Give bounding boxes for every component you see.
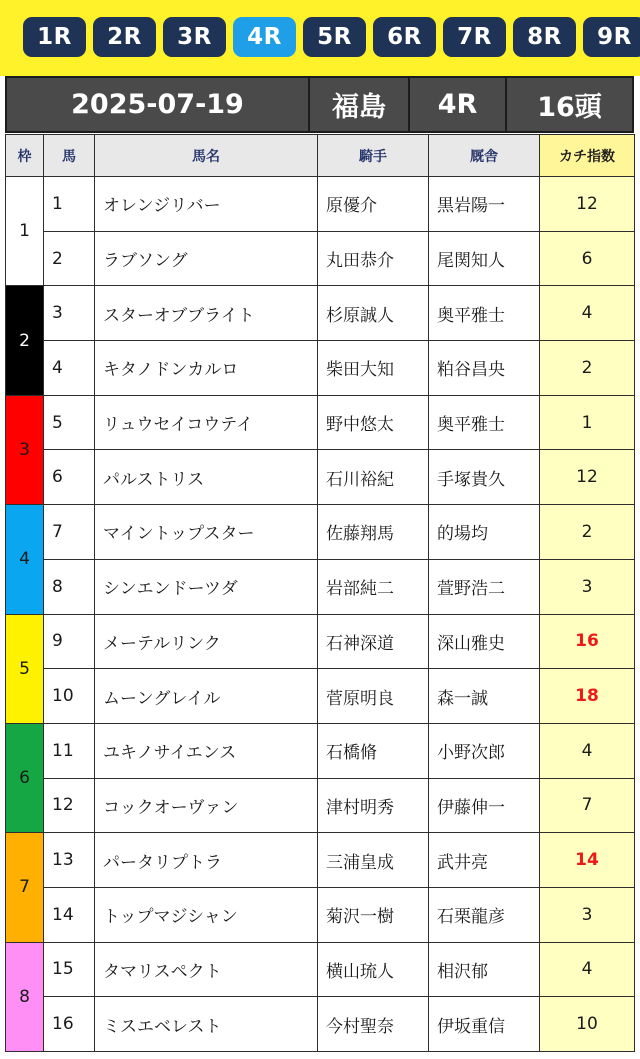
trainer-cell: 伊坂重信 [429,997,540,1052]
jockey-cell: 杉原誠人 [318,286,429,341]
horse-number-cell: 11 [44,723,95,778]
race-tab-6[interactable]: 6R [373,17,436,57]
horse-number-cell: 10 [44,669,95,724]
trainer-cell: 手塚貴久 [429,450,540,505]
horse-number-cell: 14 [44,887,95,942]
jockey-cell: 菊沢一樹 [318,887,429,942]
kachi-index-cell: 18 [540,669,635,724]
trainer-cell: 尾関知人 [429,231,540,286]
kachi-index-cell: 2 [540,505,635,560]
jockey-cell: 三浦皇成 [318,833,429,888]
horse-name-cell: オレンジリバー [95,177,318,232]
col-index-header: カチ指数 [540,135,635,177]
table-row[interactable] [6,286,635,341]
horse-number-cell: 3 [44,286,95,341]
horse-name-cell: ミスエベレスト [95,997,318,1052]
frame-cell: 2 [6,286,44,395]
kachi-index-cell: 4 [540,942,635,997]
horse-name-cell: ムーングレイル [95,669,318,724]
trainer-cell: 小野次郎 [429,723,540,778]
horse-number-cell: 16 [44,997,95,1052]
trainer-cell: 萱野浩二 [429,559,540,614]
frame-cell: 8 [6,942,44,1051]
table-row[interactable] [6,887,635,942]
entries-table [5,134,635,1052]
table-row[interactable] [6,942,635,997]
kachi-index-cell: 4 [540,286,635,341]
trainer-cell: 奥平雅士 [429,286,540,341]
kachi-index-cell: 6 [540,231,635,286]
race-tab-2[interactable]: 2R [93,17,156,57]
trainer-cell: 武井亮 [429,833,540,888]
race-header [5,76,634,133]
horse-name-cell: リュウセイコウテイ [95,395,318,450]
jockey-cell: 佐藤翔馬 [318,505,429,560]
horse-number-cell: 7 [44,505,95,560]
frame-cell: 7 [6,833,44,942]
kachi-index-cell: 3 [540,559,635,614]
horse-number-cell: 1 [44,177,95,232]
horse-name-cell: コックオーヴァン [95,778,318,833]
race-date: 2025-07-19 [7,78,310,131]
runner-count: 16頭 [537,92,602,123]
table-row[interactable] [6,723,635,778]
frame-cell: 1 [6,177,44,286]
jockey-cell: 菅原明良 [318,669,429,724]
col-horse-header: 馬名 [95,135,318,177]
frame-cell: 3 [6,395,44,504]
horse-number-cell: 9 [44,614,95,669]
horse-name-cell: スターオブブライト [95,286,318,341]
horse-number-cell: 12 [44,778,95,833]
race-tab-4[interactable]: 4R [233,17,296,57]
kachi-index-cell: 16 [540,614,635,669]
table-row[interactable] [6,559,635,614]
trainer-cell: 相沢郁 [429,942,540,997]
trainer-cell: 伊藤伸一 [429,778,540,833]
horse-name-cell: パルストリス [95,450,318,505]
horse-name-cell: マイントップスター [95,505,318,560]
table-row[interactable] [6,450,635,505]
jockey-cell: 岩部純二 [318,559,429,614]
horse-name-cell: タマリスペクト [95,942,318,997]
trainer-cell: 深山雅史 [429,614,540,669]
horse-name-cell: シンエンドーツダ [95,559,318,614]
table-row[interactable] [6,505,635,560]
table-row[interactable] [6,395,635,450]
trainer-cell: 奥平雅士 [429,395,540,450]
kachi-index-cell: 4 [540,723,635,778]
jockey-cell: 石神深道 [318,614,429,669]
jockey-cell: 石橋脩 [318,723,429,778]
kachi-index-cell: 2 [540,341,635,396]
race-tab-8[interactable]: 8R [513,17,576,57]
trainer-cell: 粕谷昌央 [429,341,540,396]
kachi-index-cell: 3 [540,887,635,942]
race-tab-7[interactable]: 7R [443,17,506,57]
jockey-cell: 柴田大知 [318,341,429,396]
col-frame-header: 枠 [6,135,44,177]
horse-name-cell: メーテルリンク [95,614,318,669]
col-trainer-header: 厩舎 [429,135,540,177]
horse-number-cell: 6 [44,450,95,505]
horse-number-cell: 15 [44,942,95,997]
table-row[interactable] [6,231,635,286]
horse-name-cell: ユキノサイエンス [95,723,318,778]
horse-number-cell: 2 [44,231,95,286]
kachi-index-cell: 12 [540,177,635,232]
horse-name-cell: ラブソング [95,231,318,286]
race-tab-3[interactable]: 3R [163,17,226,57]
table-row[interactable] [6,669,635,724]
race-tab-5[interactable]: 5R [303,17,366,57]
table-row[interactable] [6,778,635,833]
table-row[interactable] [6,833,635,888]
horse-number-cell: 8 [44,559,95,614]
jockey-cell: 野中悠太 [318,395,429,450]
jockey-cell: 石川裕紀 [318,450,429,505]
table-header-row [6,135,635,177]
jockey-cell: 原優介 [318,177,429,232]
kachi-index-cell: 1 [540,395,635,450]
table-row[interactable] [6,997,635,1052]
frame-cell: 6 [6,723,44,832]
table-row[interactable] [6,177,635,232]
race-tab-1[interactable]: 1R [23,17,86,57]
table-row[interactable] [6,341,635,396]
horse-number-cell: 4 [44,341,95,396]
horse-name-cell: トップマジシャン [95,887,318,942]
race-tab-bar [0,0,640,76]
col-number-header: 馬 [44,135,95,177]
kachi-index-cell: 12 [540,450,635,505]
trainer-cell: 黒岩陽一 [429,177,540,232]
trainer-cell: 石栗龍彦 [429,887,540,942]
kachi-index-cell: 10 [540,997,635,1052]
kachi-index-cell: 7 [540,778,635,833]
horse-name-cell: キタノドンカルロ [95,341,318,396]
race-tab-9[interactable]: 9R [583,17,640,57]
horse-number-cell: 5 [44,395,95,450]
trainer-cell: 的場均 [429,505,540,560]
trainer-cell: 森一誠 [429,669,540,724]
kachi-index-cell: 14 [540,833,635,888]
horse-number-cell: 13 [44,833,95,888]
jockey-cell: 丸田恭介 [318,231,429,286]
jockey-cell: 横山琉人 [318,942,429,997]
col-jockey-header: 騎手 [318,135,429,177]
race-venue: 福島 [310,78,410,131]
horse-name-cell: パータリプトラ [95,833,318,888]
frame-cell: 4 [6,505,44,614]
jockey-cell: 今村聖奈 [318,997,429,1052]
race-number: 4R [410,78,507,131]
frame-cell: 5 [6,614,44,723]
jockey-cell: 津村明秀 [318,778,429,833]
table-row[interactable] [6,614,635,669]
